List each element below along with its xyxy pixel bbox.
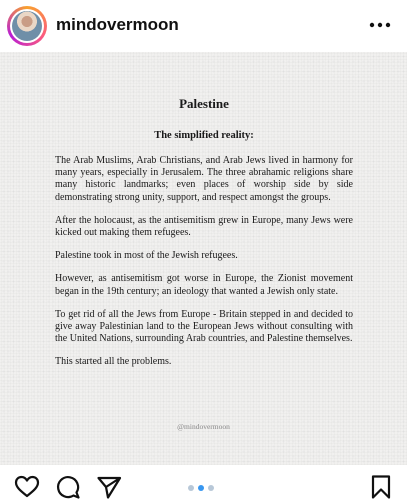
username-link[interactable]: mindovermoon	[56, 15, 179, 34]
carousel-dot	[188, 485, 194, 491]
action-bar	[0, 465, 407, 500]
more-horizontal-icon[interactable]	[369, 16, 391, 34]
carousel-dot	[198, 485, 204, 491]
paragraph-5: To get rid of all the Jews from Europe - Britain stepped in and decided to give away Palestinian land to the European Jews without consulting with the United Nations, surrounding Arab countries, and Palestine themselves.	[55, 308, 353, 345]
carousel-dot	[208, 485, 214, 491]
document-title: Palestine	[179, 96, 229, 111]
paragraph-2: After the holocaust, as the antisemitism grew in Europe, many Jews were kicked out making them refugees.	[55, 214, 353, 239]
bookmark-icon[interactable]	[368, 474, 394, 500]
post-header	[0, 0, 407, 52]
document-subtitle: The simplified reality:	[154, 130, 254, 141]
comment-icon[interactable]	[55, 474, 81, 500]
heart-icon[interactable]	[14, 474, 40, 500]
avatar-image	[12, 11, 42, 41]
avatar[interactable]	[7, 6, 47, 46]
send-icon[interactable]	[96, 474, 122, 500]
post-document	[55, 96, 353, 380]
paragraph-1: The Arab Muslims, Arab Christians, and Arab Jews lived in harmony for many years, especially in Jerusalem. The three abrahamic religions share many historic landmarks; even places of worship side by side demonstrating strong unity, support, and respect amongst the groups.	[55, 155, 353, 203]
carousel-indicator	[188, 485, 214, 491]
watermark: @mindovermoon	[177, 422, 230, 431]
avatar-frame	[10, 9, 44, 43]
post-image[interactable]	[0, 52, 407, 465]
paragraph-6: This started all the problems.	[55, 356, 172, 368]
paragraph-4: However, as antisemitism got worse in Europe, the Zionist movement began in the 19th century; an ideology that wanted a Jewish only state.	[55, 273, 353, 297]
paragraph-3: Palestine took in most of the Jewish refugees.	[55, 250, 238, 262]
